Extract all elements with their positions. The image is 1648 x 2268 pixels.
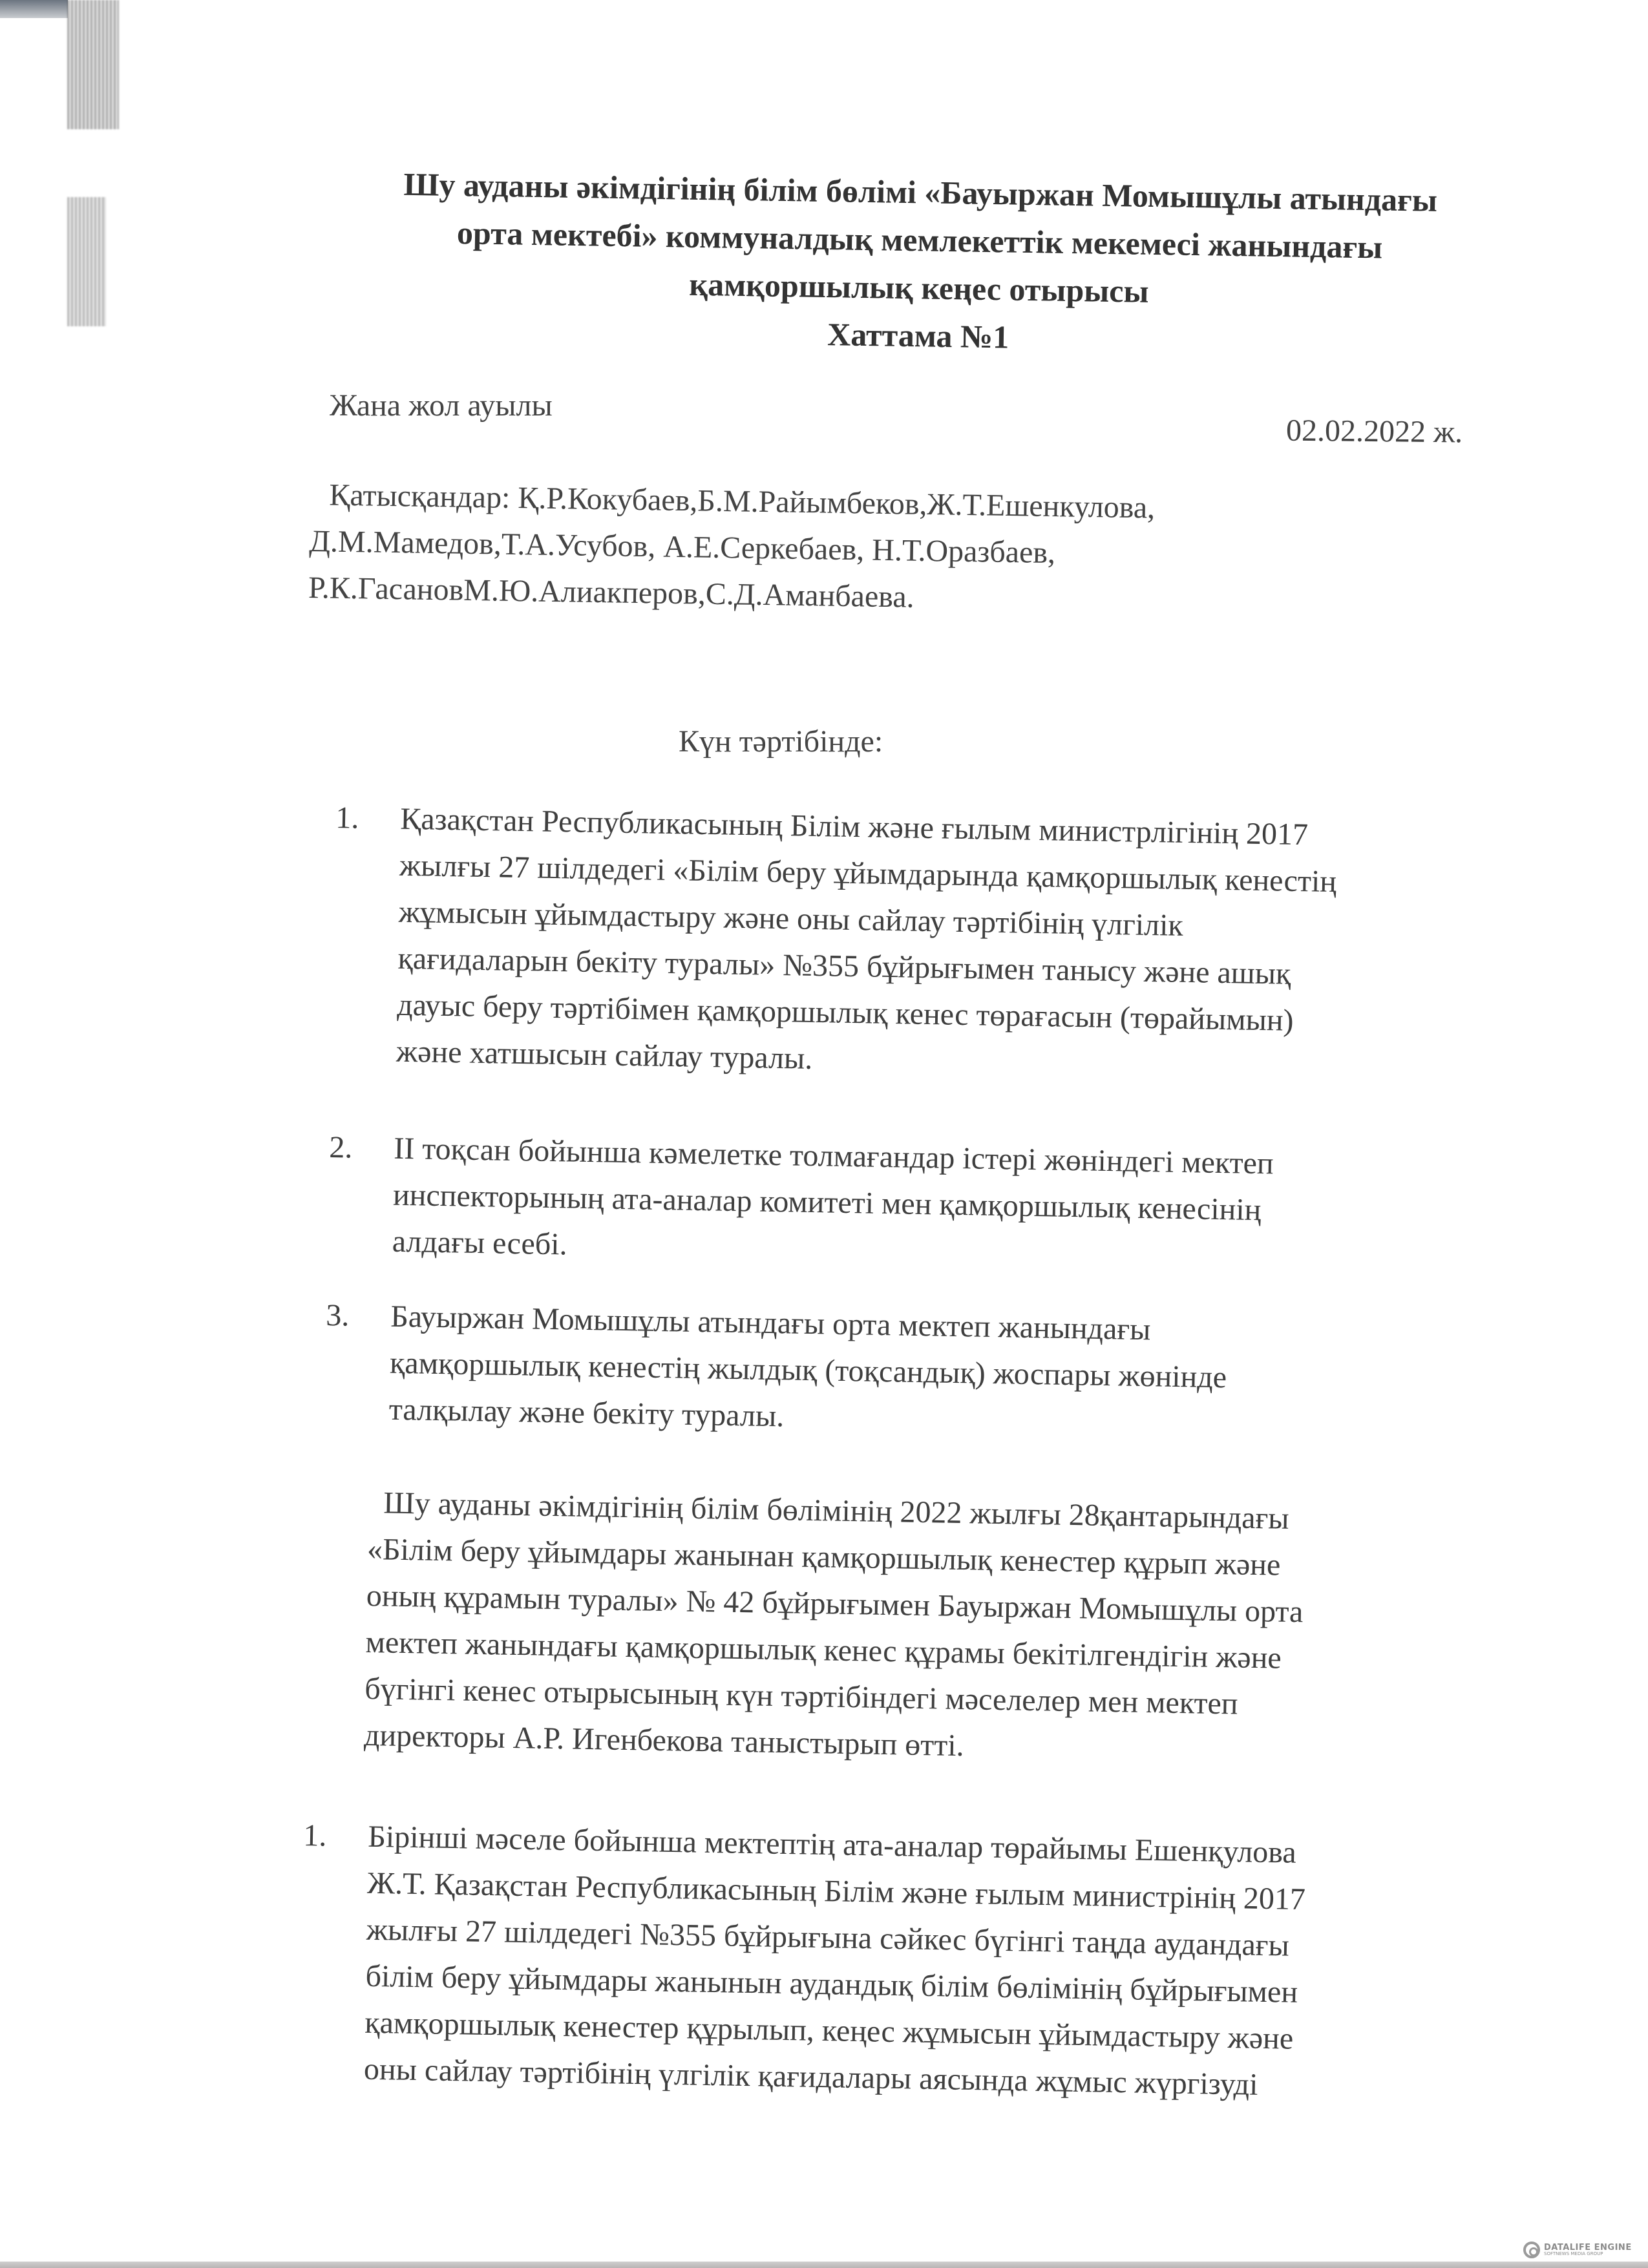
agenda-item-line: талқылау және бекіту туралы. <box>388 1392 785 1434</box>
agenda-item-line: алдағы есебі. <box>392 1224 568 1262</box>
agenda-item <box>327 1124 1557 1285</box>
discussion-line: жылғы 27 шілдедегі №355 бұйрығына сәйкес бүгінгі таңда аудандағы <box>366 1912 1290 1963</box>
agenda-item <box>331 795 1563 1095</box>
agenda-item-line: ІІ тоқсан бойынша кәмелетке толмағандар істері жөніндегі мектеп <box>393 1131 1274 1181</box>
discussion-line: білім беру ұйымдары жанынын аудандық білім бөлімінің бұйрығымен <box>365 1958 1298 2010</box>
agenda-item-number: 3. <box>325 1297 350 1333</box>
agenda-item-line: инспекторының ата-аналар комитеті мен қамқоршылық кенесінің <box>392 1177 1262 1228</box>
discussion-line: Ж.Т. Қазақстан Республикасының Білім және ғылым министрінің 2017 <box>366 1865 1306 1917</box>
agenda-item-line: дауыс беру тәртібімен қамқоршылық кенес төрағасын (төрайымын) <box>396 987 1294 1038</box>
paragraph-line: «Білім беру ұйымдары жанынан қамқоршылық кенестер құрып және <box>366 1531 1281 1582</box>
title-line: қамқоршылық кеңес отырысы <box>688 266 1149 310</box>
participants-line: Р.К.ГасановМ.Ю.Алиакперов,С.Д.Аманбаева. <box>308 570 915 614</box>
discussion-line: қамқоршылық кенестер құрылып, кеңес жұмысын ұйымдастыру және <box>364 2005 1294 2056</box>
watermark-subtitle: SOFTNEWS MEDIA GROUP <box>1544 2251 1603 2256</box>
discussion-item <box>299 1812 1544 2113</box>
agenda-item-line: Қазақстан Республикасының Білім және ғылым министрлігінің 2017 <box>399 801 1309 852</box>
title-line: Шу ауданы әкімдігінің білім бөлімі «Бауыржан Момышұлы атындағы <box>403 165 1438 218</box>
discussion-item-number: 1. <box>302 1818 327 1853</box>
datalife-logo-icon <box>1523 2242 1540 2258</box>
agenda-item-line: және хатшысын сайлау туралы. <box>396 1034 813 1076</box>
title-line: орта мектебі» коммуналдық мемлекеттік мекемесі жанындағы <box>456 215 1383 266</box>
agenda-item-line: жылғы 27 шілдедегі «Білім беру ұйымдарында қамқоршылық кенестің <box>399 848 1337 899</box>
participants-line: Қатысқандар: Қ.Р.Кокубаев,Б.М.Райымбеков,Ж.Т.Ешенкулова, <box>329 478 1156 525</box>
agenda-item-line: қамқоршылық кенестің жылдық (тоқсандық) жоспары жөнінде <box>389 1345 1227 1395</box>
agenda-item <box>324 1292 1554 1453</box>
date: 02.02.2022 ж. <box>1285 413 1463 450</box>
intro-paragraph <box>363 1480 1596 1780</box>
participants <box>308 472 1538 631</box>
agenda-heading: Күн тәртібінде: <box>679 724 883 759</box>
paragraph-line: бүгінгі кенес отырысының күн тәртібіндегі мәселелер мен мектеп <box>364 1671 1238 1721</box>
paragraph-line: директоры А.Р. Игенбекова таныстырып өтті. <box>363 1717 965 1763</box>
paragraph-line: мектеп жанындағы қамқоршылық кенес құрамы бекітілгендігін және <box>365 1624 1282 1675</box>
scan-edge <box>0 2262 1648 2268</box>
agenda-item-line: Бауыржан Момышұлы атындағы орта мектеп жанындағы <box>390 1299 1151 1347</box>
watermark-title: DATALIFE ENGINE <box>1544 2243 1632 2252</box>
paragraph-line: оның құрамын туралы» № 42 бұйрығымен Бауыржан Момышұлы орта <box>366 1578 1304 1630</box>
protocol-number: Хаттама №1 <box>827 316 1009 355</box>
agenda-item-number: 1. <box>335 800 359 835</box>
agenda-item-line: қағидаларын бекіту туралы» №355 бұйрығымен танысу және ашық <box>397 941 1291 991</box>
paragraph-line: Шу ауданы әкімдігінің білім бөлімінің 2022 жылғы 28қантарындағы <box>367 1485 1290 1536</box>
agenda-item-line: жұмысын ұйымдастыру және оны сайлау тәртібінің үлгілік <box>398 894 1184 943</box>
discussion-line: Бірінші мәселе бойынша мектептің ата-аналар төрайымы Ешенқулова <box>367 1819 1297 1870</box>
participants-line: Д.М.Мамедов,Т.А.Усубов, А.Е.Серкебаев, Н.Т.Оразбаев, <box>308 523 1056 571</box>
place: Жана жол ауылы <box>330 388 553 423</box>
agenda-item-number: 2. <box>328 1129 353 1165</box>
document-title <box>288 158 1550 370</box>
watermark <box>1523 2239 1632 2261</box>
discussion-line: оны сайлау тәртібінің үлгілік қағидалары аясында жұмыс жүргізуді <box>363 2052 1258 2102</box>
